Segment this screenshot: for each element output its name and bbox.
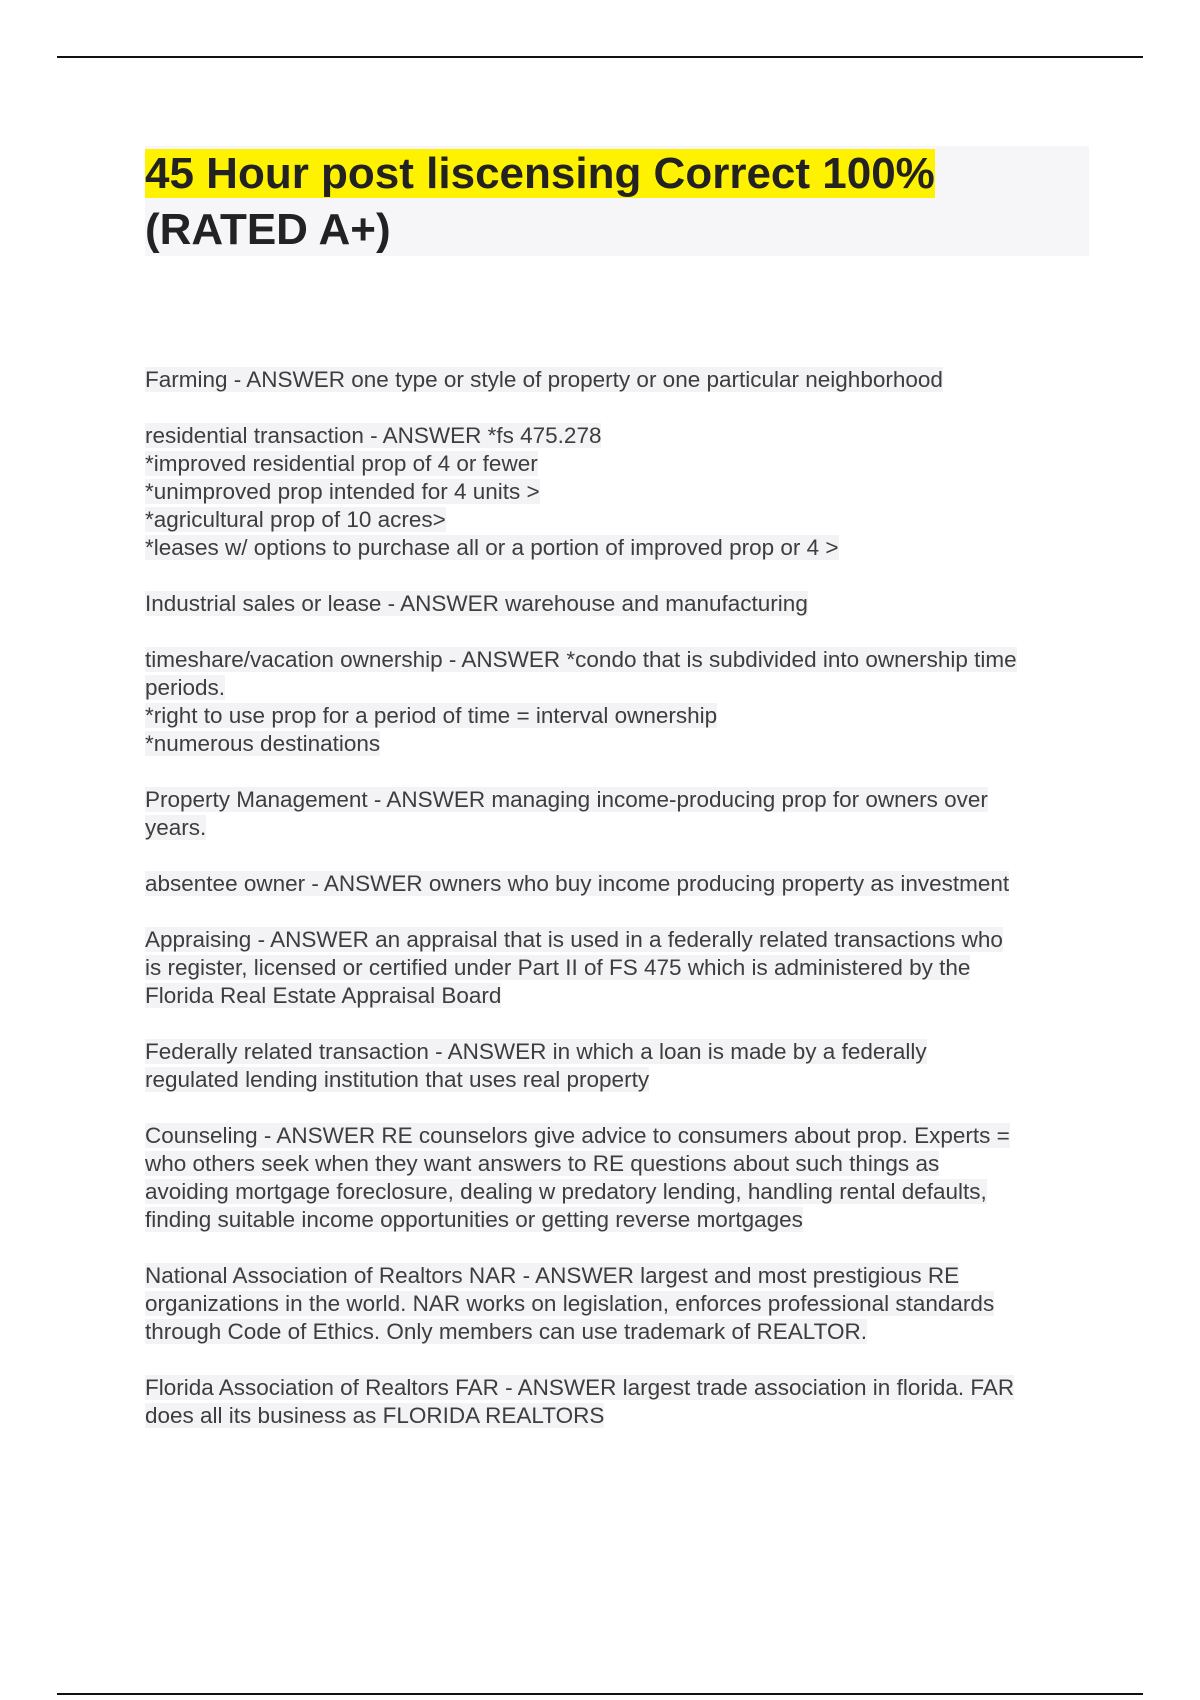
qa-entry-line [145, 1206, 1089, 1234]
qa-entry-line [145, 1122, 1089, 1150]
qa-entry-line [145, 786, 1089, 814]
qa-entry-line [145, 590, 1089, 618]
qa-entry [145, 1122, 1089, 1234]
qa-entry-line [145, 1290, 1089, 1318]
qa-entry-line [145, 1262, 1089, 1290]
qa-entry-text: Property Management - ANSWER managing income-producing prop for owners over [145, 787, 988, 812]
qa-list [145, 366, 1089, 1458]
qa-entry [145, 422, 1089, 562]
qa-entry-text: organizations in the world. NAR works on legislation, enforces professional standards [145, 1291, 995, 1316]
qa-entry-line [145, 926, 1089, 954]
qa-entry-line [145, 730, 1089, 758]
page-title [145, 146, 935, 258]
qa-entry [145, 366, 1089, 394]
title-highlighted: 45 Hour post liscensing Correct 100% [145, 149, 935, 198]
qa-entry-text: periods. [145, 675, 226, 700]
qa-entry-line [145, 1066, 1089, 1094]
qa-entry-text: residential transaction - ANSWER *fs 475.278 [145, 423, 602, 448]
qa-entry-text: *agricultural prop of 10 acres> [145, 507, 446, 532]
qa-entry-text: is register, licensed or certified under Part II of FS 475 which is administered by the [145, 955, 971, 980]
qa-entry-text: Florida Association of Realtors FAR - ANSWER largest trade association in florida. FAR [145, 1375, 1015, 1400]
qa-entry [145, 590, 1089, 618]
qa-entry-text: Appraising - ANSWER an appraisal that is used in a federally related transactions who [145, 927, 1003, 952]
qa-entry-text: absentee owner - ANSWER owners who buy income producing property as investment [145, 871, 1010, 896]
qa-entry-line [145, 646, 1089, 674]
qa-entry-line [145, 506, 1089, 534]
qa-entry-text: Industrial sales or lease - ANSWER warehouse and manufacturing [145, 591, 808, 616]
qa-entry-line [145, 450, 1089, 478]
qa-entry-text: avoiding mortgage foreclosure, dealing w predatory lending, handling rental defaults, [145, 1179, 987, 1204]
top-rule [57, 56, 1143, 58]
qa-entry-line [145, 1178, 1089, 1206]
qa-entry-text: through Code of Ethics. Only members can use trademark of REALTOR. [145, 1319, 867, 1344]
qa-entry-text: *numerous destinations [145, 731, 381, 756]
qa-entry-text: years. [145, 815, 207, 840]
qa-entry [145, 1374, 1089, 1430]
qa-entry-text: does all its business as FLORIDA REALTORS [145, 1403, 605, 1428]
qa-entry-text: who others seek when they want answers to RE questions about such things as [145, 1151, 940, 1176]
title-rating: (RATED A+) [145, 205, 391, 254]
qa-entry [145, 1038, 1089, 1094]
qa-entry-line [145, 954, 1089, 982]
qa-entry-line [145, 366, 1089, 394]
qa-entry-text: *leases w/ options to purchase all or a portion of improved prop or 4 > [145, 535, 839, 560]
qa-entry-line [145, 814, 1089, 842]
qa-entry-line [145, 1150, 1089, 1178]
qa-entry-text: *right to use prop for a period of time = interval ownership [145, 703, 718, 728]
qa-entry-line [145, 1402, 1089, 1430]
qa-entry [145, 646, 1089, 758]
qa-entry-text: timeshare/vacation ownership - ANSWER *condo that is subdivided into ownership time [145, 647, 1017, 672]
qa-entry-text: *unimproved prop intended for 4 units > [145, 479, 540, 504]
qa-entry-text: National Association of Realtors NAR - ANSWER largest and most prestigious RE [145, 1263, 960, 1288]
qa-entry-text: finding suitable income opportunities or getting reverse mortgages [145, 1207, 803, 1232]
qa-entry-line [145, 674, 1089, 702]
qa-entry-text: Counseling - ANSWER RE counselors give advice to consumers about prop. Experts = [145, 1123, 1010, 1148]
qa-entry [145, 926, 1089, 1010]
qa-entry [145, 1262, 1089, 1346]
qa-entry [145, 786, 1089, 842]
qa-entry-line [145, 1038, 1089, 1066]
qa-entry-line [145, 870, 1089, 898]
qa-entry-text: Farming - ANSWER one type or style of property or one particular neighborhood [145, 367, 943, 392]
qa-entry-text: Federally related transaction - ANSWER in which a loan is made by a federally [145, 1039, 927, 1064]
qa-entry-line [145, 702, 1089, 730]
bottom-rule [57, 1693, 1143, 1695]
qa-entry-line [145, 422, 1089, 450]
qa-entry-line [145, 1318, 1089, 1346]
qa-entry-line [145, 982, 1089, 1010]
qa-entry-text: Florida Real Estate Appraisal Board [145, 983, 502, 1008]
qa-entry [145, 870, 1089, 898]
qa-entry-line [145, 534, 1089, 562]
qa-entry-text: *improved residential prop of 4 or fewer [145, 451, 538, 476]
qa-entry-line [145, 1374, 1089, 1402]
qa-entry-line [145, 478, 1089, 506]
qa-entry-text: regulated lending institution that uses real property [145, 1067, 650, 1092]
